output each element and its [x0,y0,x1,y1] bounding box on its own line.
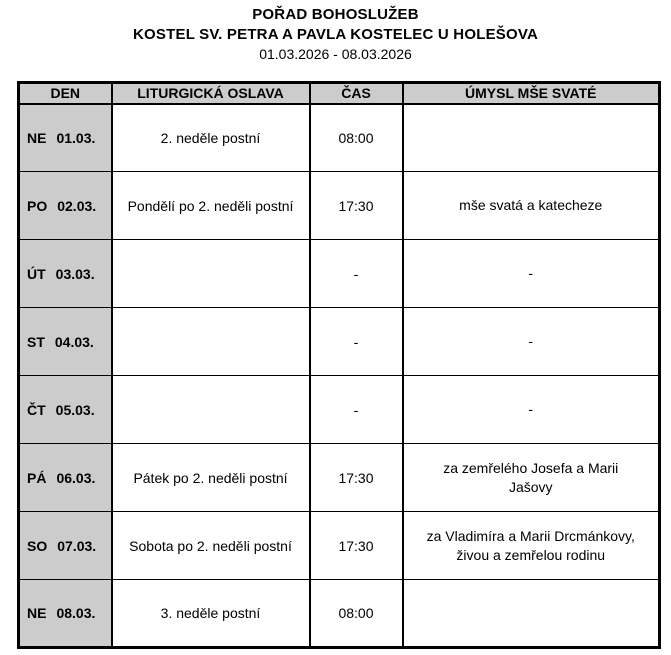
day-cell [19,580,112,648]
mass-intention-cell: za Vladimíra a Marii Drcmánkovy, živou a zemřelou rodinu [403,512,660,580]
service-schedule-table [17,81,661,649]
liturgical-celebration-cell: Pátek po 2. neděli postní [112,444,310,512]
table-row [19,580,660,648]
table-header-row [19,83,660,104]
time-cell: - [310,376,403,444]
liturgical-celebration-cell [112,376,310,444]
day-abbreviation: NE [27,129,47,146]
table-row [19,308,660,376]
day-abbreviation: PÁ [27,469,47,486]
church-name: KOSTEL SV. PETRA A PAVLA KOSTELEC U HOLEŠOVA [133,26,538,43]
date-range: 01.03.2026 - 08.03.2026 [259,46,412,62]
mass-intention-cell [403,104,660,172]
day-date: 05.03. [55,401,95,418]
day-date: 04.03. [54,333,94,350]
time-cell: 17:30 [310,172,403,240]
time-cell: 17:30 [310,444,403,512]
mass-intention-cell: za zemřelého Josefa a Marii Jašovy [403,444,660,512]
mass-intention-cell: - [403,240,660,308]
table-row [19,444,660,512]
page-title: POŘAD BOHOSLUŽEB [252,6,419,23]
mass-intention-cell: - [403,376,660,444]
liturgical-celebration-cell: 3. neděle postní [112,580,310,648]
day-cell [19,444,112,512]
time-cell: 08:00 [310,104,403,172]
liturgical-celebration-cell [112,308,310,376]
day-date: 06.03. [56,469,96,486]
time-cell: - [310,240,403,308]
column-header-cas: ČAS [310,83,403,104]
table-row [19,512,660,580]
day-date: 08.03. [56,605,96,621]
day-date: 03.03. [55,265,95,282]
day-abbreviation: PO [27,197,48,214]
day-abbreviation: SO [27,537,48,554]
day-abbreviation: NE [27,605,47,621]
table-row [19,240,660,308]
column-header-den: DEN [19,83,112,104]
time-cell: 08:00 [310,580,403,648]
liturgical-celebration-cell: Pondělí po 2. neděli postní [112,172,310,240]
document-header [0,0,671,64]
day-abbreviation: ST [27,333,45,350]
day-cell [19,512,112,580]
time-cell: 17:30 [310,512,403,580]
time-cell: - [310,308,403,376]
day-abbreviation: ÚT [27,265,46,282]
table-row [19,172,660,240]
day-cell [19,172,112,240]
table-row [19,104,660,172]
liturgical-celebration-cell [112,240,310,308]
liturgical-celebration-cell: Sobota po 2. neděli postní [112,512,310,580]
day-date: 07.03. [57,537,97,554]
day-cell [19,104,112,172]
day-date: 02.03. [57,197,97,214]
day-abbreviation: ČT [27,401,46,418]
mass-intention-cell: mše svatá a katecheze [403,172,660,240]
day-date: 01.03. [56,129,96,146]
column-header-liturgicka-oslava: LITURGICKÁ OSLAVA [112,83,310,104]
liturgical-celebration-cell: 2. neděle postní [112,104,310,172]
table-row [19,376,660,444]
day-cell [19,376,112,444]
mass-intention-cell [403,580,660,648]
day-cell [19,308,112,376]
column-header-umysl-mse-svate: ÚMYSL MŠE SVATÉ [403,83,660,104]
day-cell [19,240,112,308]
mass-intention-cell: - [403,308,660,376]
